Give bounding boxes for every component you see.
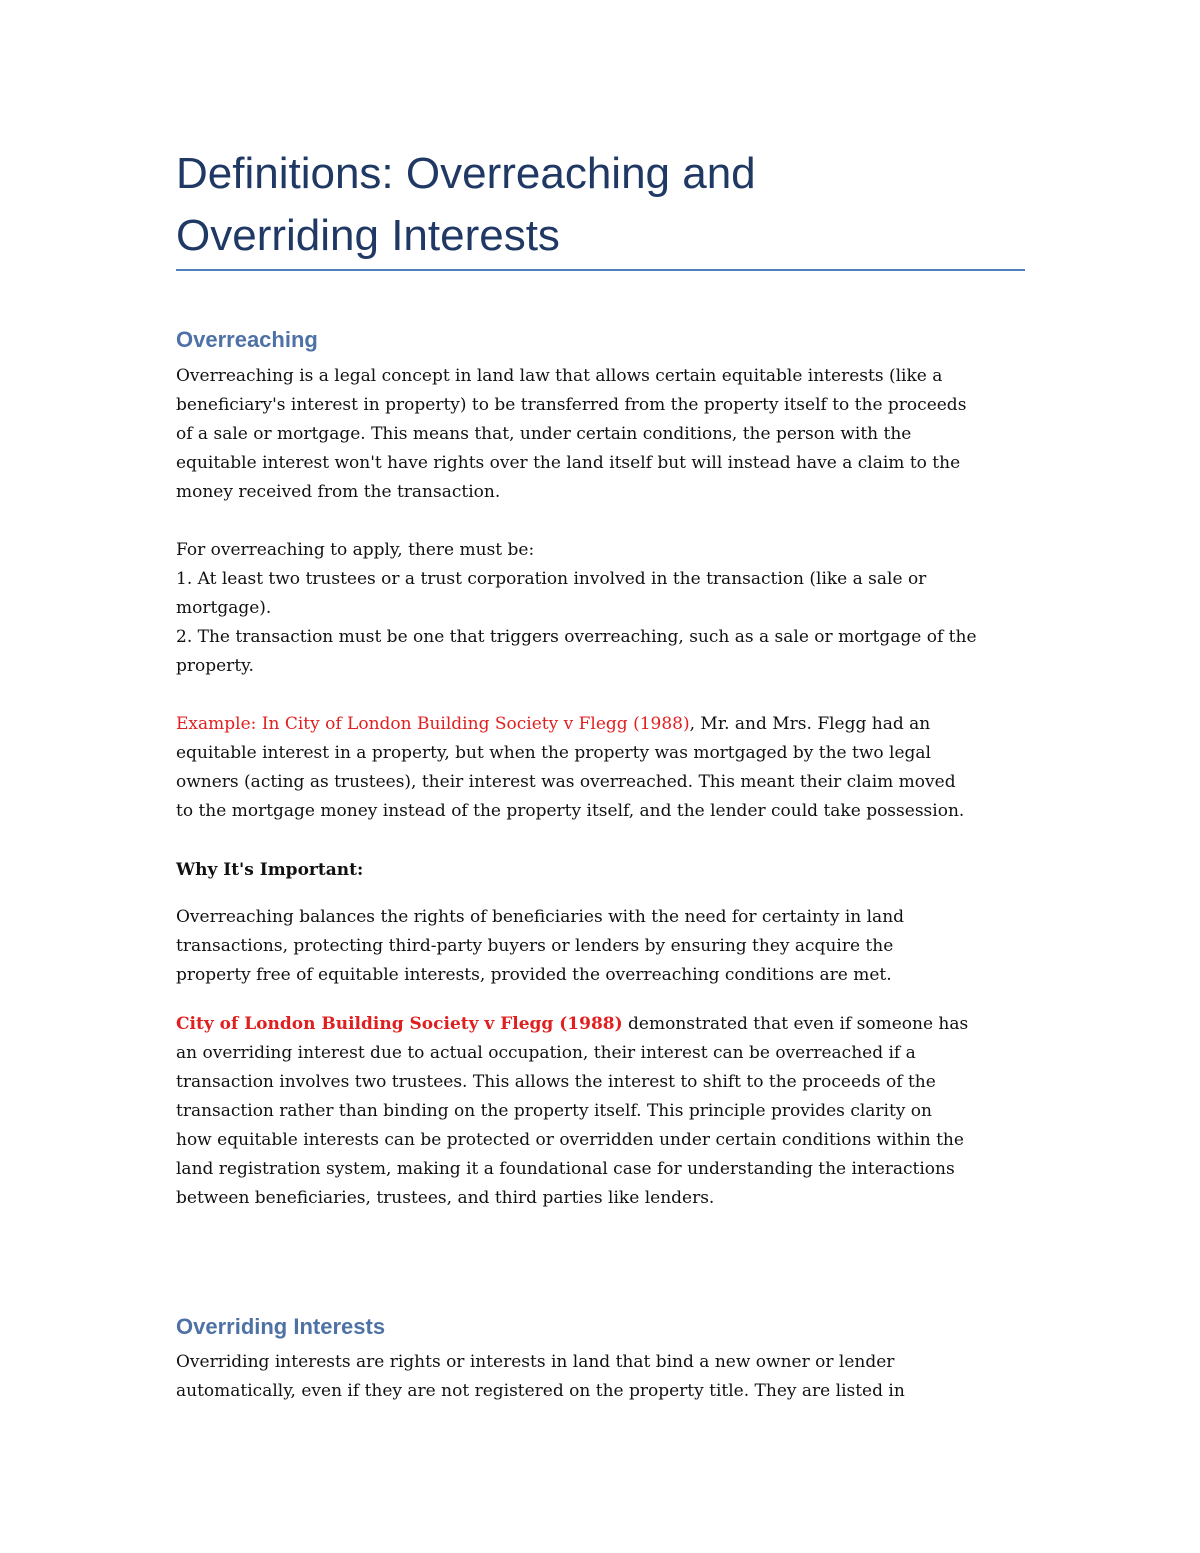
document-title-line-1: Definitions: Overreaching and	[176, 149, 756, 198]
conditions-intro: For overreaching to apply, there must be:	[176, 540, 535, 560]
why-important-line: transactions, protecting third-party buyers or lenders by ensuring they acquire the	[176, 936, 894, 956]
case-first-line-rest: demonstrated that even if someone has	[622, 1014, 969, 1034]
overreaching-heading: Overreaching	[176, 327, 318, 352]
case-line: land registration system, making it a foundational case for understanding the interactions	[176, 1159, 955, 1179]
overreaching-paragraph-line: Overreaching is a legal concept in land law that allows certain equitable interests (like a	[176, 366, 943, 386]
case-line: transaction rather than binding on the property itself. This principle provides clarity on	[176, 1101, 932, 1121]
title-underline-rule	[176, 269, 1025, 271]
case-line: an overriding interest due to actual occupation, their interest can be overreached if a	[176, 1043, 916, 1063]
overriding-interests-heading: Overriding Interests	[176, 1314, 386, 1339]
example-line: equitable interest in a property, but when the property was mortgaged by the two legal	[176, 743, 931, 763]
case-line: how equitable interests can be protected or overridden under certain conditions within the	[176, 1130, 964, 1150]
condition-1-line: mortgage).	[176, 598, 272, 618]
case-line: between beneficiaries, trustees, and third parties like lenders.	[176, 1188, 715, 1208]
case-line: transaction involves two trustees. This allows the interest to shift to the proceeds of the	[176, 1072, 936, 1092]
condition-2-line: 2. The transaction must be one that triggers overreaching, such as a sale or mortgage of the	[176, 627, 977, 647]
example-case-label: Example: In City of London Building Society v Flegg (1988)	[176, 714, 690, 734]
case-first-line	[176, 1011, 968, 1037]
example-line: to the mortgage money instead of the property itself, and the lender could take possession.	[176, 801, 965, 821]
why-important-line: property free of equitable interests, provided the overreaching conditions are met.	[176, 965, 892, 985]
overreaching-paragraph-line: money received from the transaction.	[176, 482, 501, 502]
example-line: owners (acting as trustees), their interest was overreached. This meant their claim moved	[176, 772, 956, 792]
overriding-paragraph-line: automatically, even if they are not registered on the property title. They are listed in	[176, 1381, 905, 1401]
overreaching-paragraph-line: beneficiary's interest in property) to be transferred from the property itself to the proceeds	[176, 395, 967, 415]
condition-2-line: property.	[176, 656, 254, 676]
overreaching-paragraph-line: equitable interest won't have rights over the land itself but will instead have a claim to the	[176, 453, 961, 473]
case-name: City of London Building Society v Flegg (1988)	[176, 1014, 623, 1034]
document-title-line-2: Overriding Interests	[176, 211, 560, 260]
example-first-line	[176, 711, 930, 737]
overreaching-paragraph-line: of a sale or mortgage. This means that, under certain conditions, the person with the	[176, 424, 912, 444]
why-important-heading: Why It's Important:	[176, 860, 364, 880]
why-important-line: Overreaching balances the rights of beneficiaries with the need for certainty in land	[176, 907, 905, 927]
condition-1-line: 1. At least two trustees or a trust corporation involved in the transaction (like a sale or	[176, 569, 927, 589]
example-first-line-rest: , Mr. and Mrs. Flegg had an	[689, 714, 931, 734]
overriding-paragraph-line: Overriding interests are rights or interests in land that bind a new owner or lender	[176, 1352, 895, 1372]
